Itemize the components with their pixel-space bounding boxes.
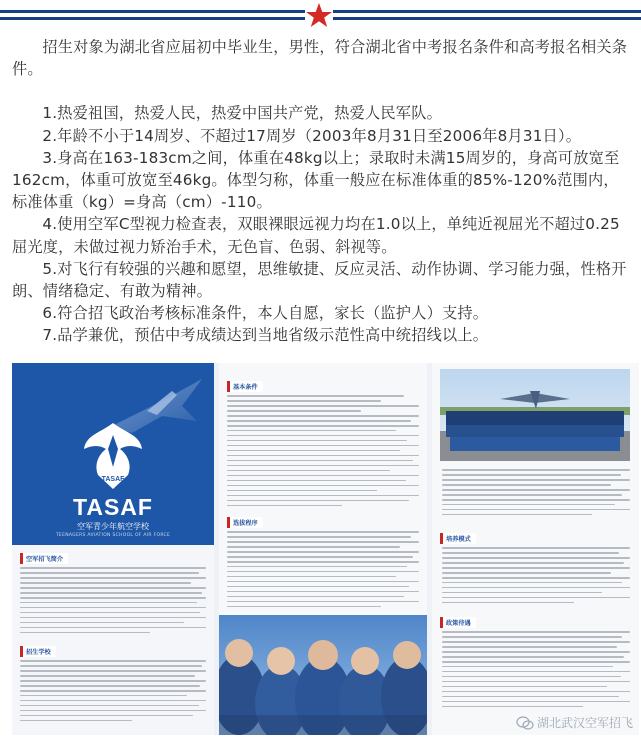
brand-logo-block (12, 363, 214, 545)
condition-item: 2.年龄不小于14周岁、不超过17周岁（2003年8月31日至2006年8月31日）。 (42, 126, 582, 145)
fine-print-text (442, 547, 630, 607)
condition-item: 6.符合招飞政治考核标准条件，本人自愿，家长（监护人）支持。 (42, 304, 489, 323)
brochure-right-panel (432, 363, 639, 735)
group-photo (440, 369, 630, 461)
section-heading: 招生学校 (20, 646, 56, 657)
fine-print-text (20, 660, 206, 725)
section-heading: 基本条件 (227, 381, 263, 392)
fine-print-text (442, 631, 630, 711)
section-heading: 政策待遇 (440, 617, 476, 628)
brochure-left-panel (12, 363, 214, 735)
watermark-text: 湖北武汉空军招飞 (536, 716, 633, 730)
section-heading: 培养模式 (440, 533, 476, 544)
brand-subtitle-cn: 空军青少年航空学校 (77, 522, 149, 531)
brand-title: TASAF (73, 494, 153, 520)
eagle-emblem-icon (80, 419, 146, 493)
intro-paragraph: 招生对象为湖北省应届初中毕业生，男性，符合湖北省中考报名条件和高考报名相关条件。 (12, 38, 628, 79)
condition-item: 5.对飞行有较强的兴趣和愿望，思维敏捷、反应灵活、动作协调、学习能力强，性格开朗、情绪稳定、有敢为精神。 (12, 259, 627, 301)
fine-print-text (442, 469, 630, 519)
pilots-photo (219, 615, 427, 735)
brand-subtitle-en: TEENAGERS AVIATION SCHOOL OF AIR FORCE (55, 533, 171, 538)
condition-item: 3.身高在163-183cm之间，体重在48kg以上；录取时未满15周岁的，身高可放宽至162cm，体重可放宽至46kg。体型匀称，体重一般应在标准体重的85%-120%范围内，标准体重（kg）=身高（cm）-110。 (12, 148, 620, 212)
red-star-icon (305, 2, 333, 28)
condition-item: 4.使用空军C型视力检查表，双眼裸眼远视力均在1.0以上，单纯近视屈光不超过0.25屈光度，未做过视力矫治手术，无色盲、色弱、斜视等。 (12, 215, 620, 256)
brochure-middle-panel (219, 363, 427, 735)
wechat-icon (516, 716, 534, 730)
emblem-label: TASAF (101, 476, 125, 483)
wechat-watermark (516, 714, 633, 731)
condition-item: 1.热爱祖国，热爱人民，热爱中国共产党，热爱人民军队。 (42, 104, 442, 123)
recruitment-brochure-image (12, 363, 639, 735)
top-banner (0, 0, 641, 30)
section-heading: 空军招飞简介 (20, 553, 68, 564)
fine-print-text (20, 567, 206, 637)
fine-print-text (227, 395, 419, 510)
fine-print-text (227, 531, 419, 611)
condition-item: 7.品学兼优，预估中考成绩达到当地省级示范性高中统招线以上。 (42, 326, 489, 345)
article-body (12, 36, 634, 347)
section-heading: 选拔程序 (227, 517, 263, 528)
